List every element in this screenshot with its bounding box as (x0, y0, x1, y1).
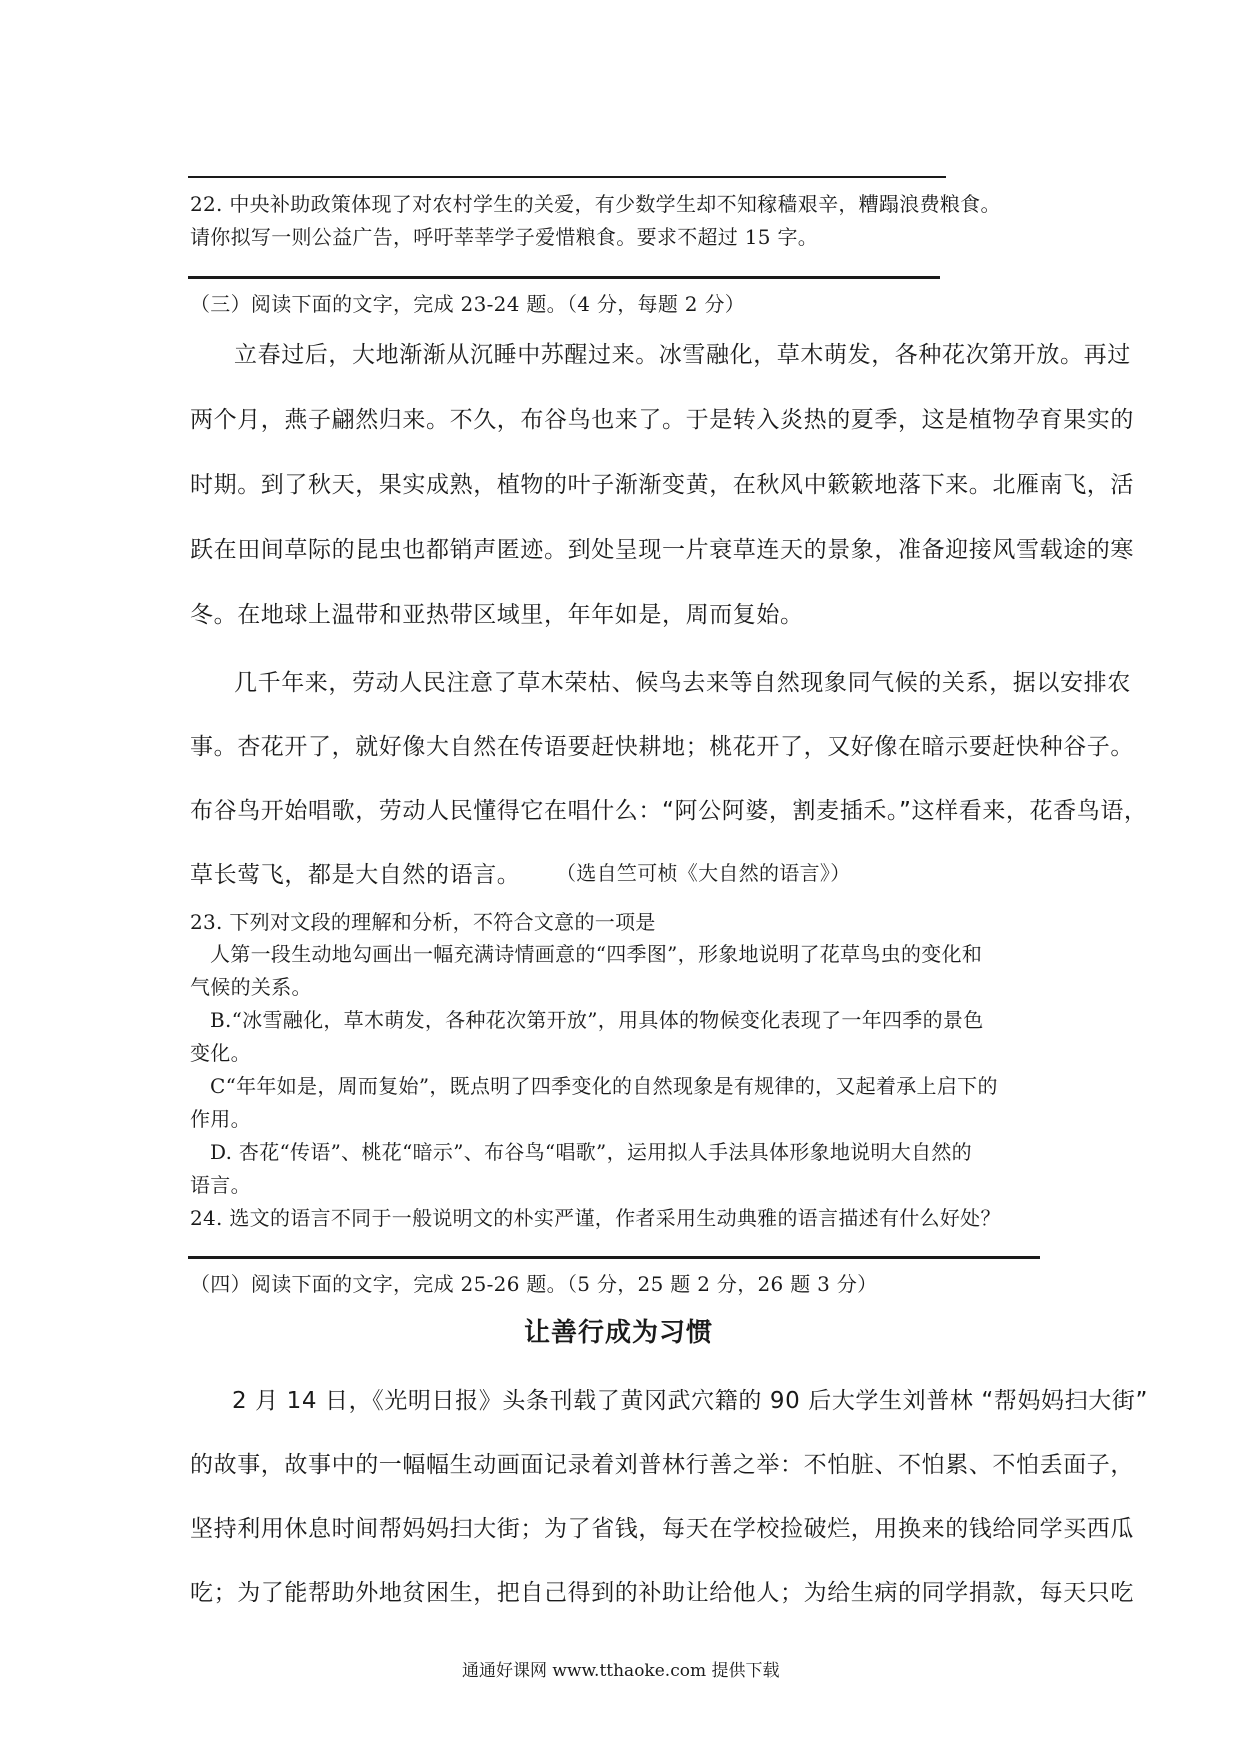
q22-line-2: 请你拟写一则公益广告，呼吁莘莘学子爱惜粮食。要求不超过 15 字。 (190, 225, 819, 249)
article-line-1: 2 月 14 日，《光明日报》头条刊载了黄冈武穴籍的 90 后大学生刘普林 “帮妈妈扫大街” (232, 1388, 1148, 1414)
q23-option-a-line-2: 气候的关系。 (190, 975, 312, 999)
q23-option-d-line-1: D. 杏花“传语”、桃花“暗示”、布谷鸟“唱歌”，运用拟人手法具体形象地说明大自然的 (210, 1140, 972, 1164)
page-footer: 通通好课网 www.tthaoke.com 提供下载 (462, 1661, 780, 1681)
q24-stem: 24. 选文的语言不同于一般说明文的朴实严谨，作者采用生动典雅的语言描述有什么好处？ (190, 1206, 1001, 1230)
passage2-line-3: 布谷鸟开始唱歌，劳动人民懂得它在唱什么：“阿公阿婆，割麦插禾。”这样看来，花香鸟语， (190, 798, 1148, 824)
article-line-4: 吃；为了能帮助外地贫困生，把自己得到的补助让给他人；为给生病的同学捐款，每天只吃 (190, 1580, 1134, 1606)
article-title: 让善行成为习惯 (524, 1318, 714, 1348)
q23-option-a-line-1: 人第一段生动地勾画出一幅充满诗情画意的“四季图”，形象地说明了花草鸟虫的变化和 (210, 942, 983, 966)
passage1-line-5: 冬。在地球上温带和亚热带区域里，年年如是，周而复始。 (190, 602, 804, 628)
article-line-3: 坚持利用休息时间帮妈妈扫大街；为了省钱，每天在学校捡破烂，用换来的钱给同学买西瓜 (190, 1516, 1134, 1542)
q23-option-d-line-2: 语言。 (190, 1173, 251, 1197)
passage1-line-3: 时期。到了秋天，果实成熟，植物的叶子渐渐变黄，在秋风中簌簌地落下来。北雁南飞，活 (190, 472, 1134, 498)
passage1-line-4: 跃在田间草际的昆虫也都销声匿迹。到处呈现一片衰草连天的景象，准备迎接风雪载途的寒 (190, 537, 1134, 563)
passage-source: （选自竺可桢《大自然的语言》） (556, 861, 851, 885)
q23-option-c-line-2: 作用。 (190, 1107, 251, 1131)
article-line-2: 的故事，故事中的一幅幅生动画面记录着刘普林行善之举：不怕脏、不怕累、不怕丢面子， (190, 1452, 1134, 1478)
passage2-line-2: 事。杏花开了，就好像大自然在传语要赶快耕地；桃花开了，又好像在暗示要赶快种谷子。 (190, 734, 1134, 760)
q23-stem: 23. 下列对文段的理解和分析，不符合文意的一项是 (190, 910, 656, 934)
section3-heading: （三）阅读下面的文字，完成 23-24 题。（4 分，每题 2 分） (190, 292, 746, 316)
passage1-line-2: 两个月，燕子翩然归来。不久，布谷鸟也来了。于是转入炎热的夏季，这是植物孕育果实的 (190, 407, 1134, 433)
passage2-line-4: 草长莺飞，都是大自然的语言。 (190, 862, 521, 888)
section4-heading: （四）阅读下面的文字，完成 25-26 题。（5 分，25 题 2 分，26 题 3 分） (190, 1272, 878, 1296)
passage2-line-1: 几千年来，劳动人民注意了草木荣枯、候鸟去来等自然现象同气候的关系，据以安排农 (234, 670, 1131, 696)
q23-option-b-line-1: B.“冰雪融化，草木萌发，各种花次第开放”，用具体的物候变化表现了一年四季的景色 (210, 1008, 984, 1032)
q22-line-1: 22. 中央补助政策体现了对农村学生的关爱，有少数学生却不知稼穑艰辛，糟蹋浪费粮食。 (190, 192, 1001, 216)
answer-line-q24 (188, 1256, 1040, 1259)
answer-line-q21 (188, 176, 946, 178)
passage1-line-1: 立春过后，大地渐渐从沉睡中苏醒过来。冰雪融化，草木萌发，各种花次第开放。再过 (234, 342, 1131, 368)
q23-option-b-line-2: 变化。 (190, 1041, 251, 1065)
answer-line-q22 (188, 276, 940, 279)
q23-option-c-line-1: C“年年如是，周而复始”，既点明了四季变化的自然现象是有规律的，又起着承上启下的 (210, 1074, 998, 1098)
